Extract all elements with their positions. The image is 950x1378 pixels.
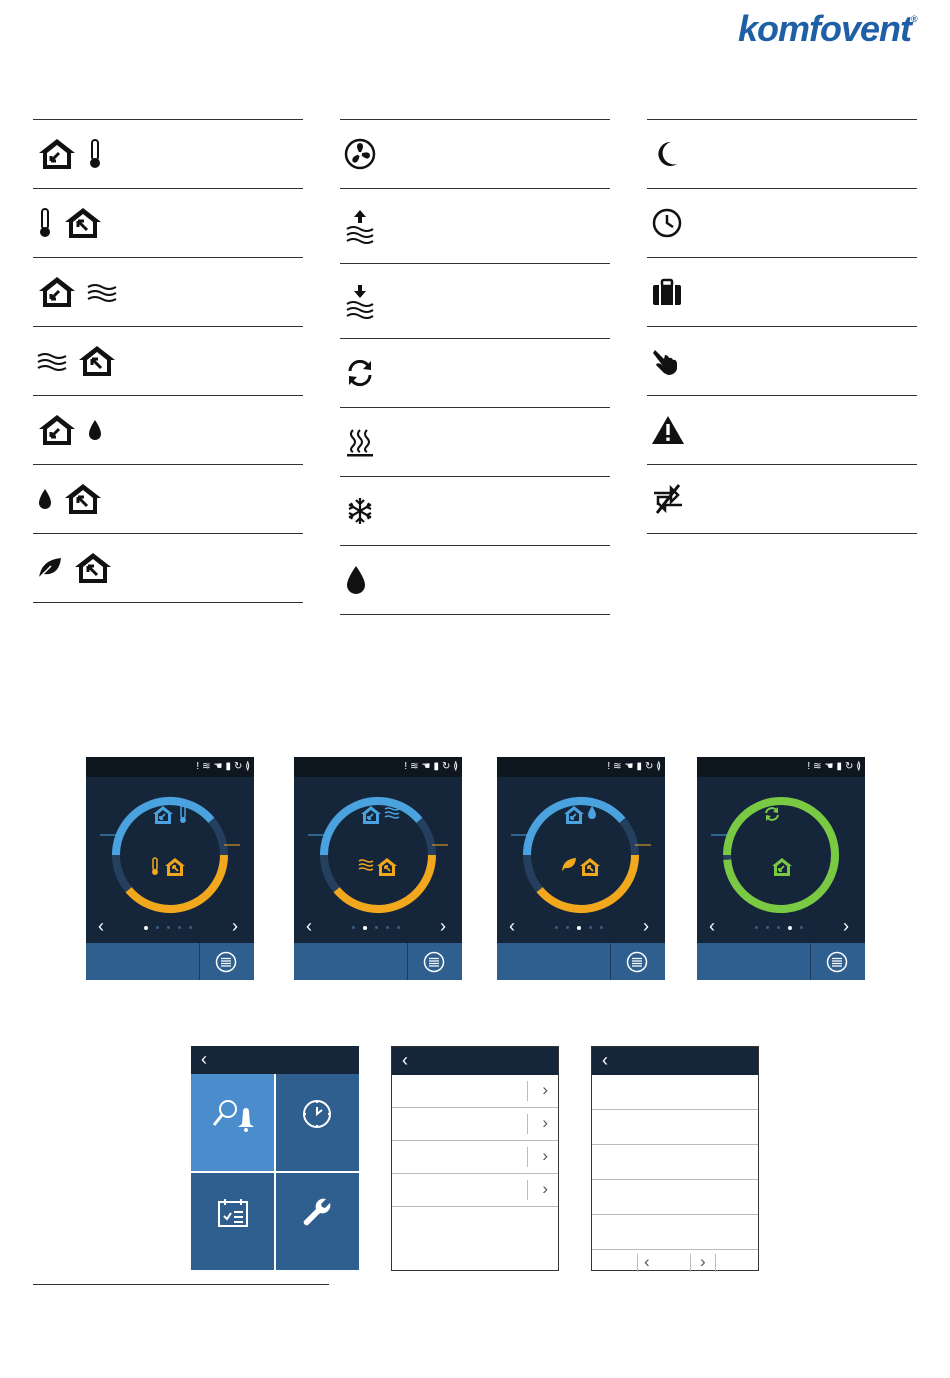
next-page-button[interactable]: › [232, 916, 238, 936]
chevron-right-icon: › [542, 1179, 548, 1198]
list-item[interactable] [592, 1145, 758, 1180]
status-icon: ▮ [225, 761, 231, 772]
bottom-bar [86, 943, 254, 980]
next-page-button[interactable]: › [643, 916, 649, 936]
legend-row [33, 326, 303, 395]
page-dot [189, 926, 192, 929]
supply-air-house-thermometer-icon [37, 137, 103, 171]
page-nav [86, 917, 254, 939]
back-button[interactable]: ‹ [602, 1050, 608, 1070]
override-arrows-icon [651, 483, 685, 515]
wrench-icon [300, 1197, 334, 1231]
status-bar [294, 757, 462, 777]
page-dot [577, 926, 581, 930]
warning-icon [651, 415, 685, 445]
status-icon: ↻ [644, 761, 654, 772]
status-icon: ! [607, 761, 611, 772]
status-icon: ≬ [453, 761, 458, 772]
status-icon: ☚ [824, 761, 834, 772]
page-dot [375, 926, 378, 929]
thermometer-extract-air-house-icon [37, 206, 103, 240]
page-dot [167, 926, 170, 929]
screen-header [191, 1046, 359, 1074]
legend-row [340, 545, 610, 615]
submenu-list-screen [391, 1046, 559, 1271]
schedule-calendar-icon [216, 1197, 250, 1229]
status-icon: ▮ [636, 761, 642, 772]
hand-pointer-icon [651, 345, 683, 377]
home-screen-3 [497, 757, 665, 980]
pager [592, 1250, 758, 1276]
page-dot [566, 926, 569, 929]
page-dot [600, 926, 603, 929]
status-icon: ☚ [624, 761, 634, 772]
list-item[interactable] [592, 1215, 758, 1250]
bottom-bar [697, 943, 865, 980]
menu-list-icon [423, 951, 445, 973]
page-nav [697, 917, 865, 939]
prev-page-button[interactable]: ‹ [306, 916, 312, 936]
home-screen-4 [697, 757, 865, 980]
legend-row [340, 263, 610, 338]
cooling-snowflake-icon [344, 495, 376, 527]
airflow-ring [697, 777, 865, 927]
legend-row [33, 119, 303, 188]
menu-button[interactable] [199, 943, 254, 980]
status-icon: ! [807, 761, 811, 772]
legend-row [33, 395, 303, 464]
fan-icon [344, 138, 376, 170]
menu-button[interactable] [407, 943, 462, 980]
supply-air-house-drop-icon [37, 413, 103, 447]
status-icon: ↻ [441, 761, 451, 772]
page-dot [178, 926, 181, 929]
menu-list-icon [626, 951, 648, 973]
page-nav [497, 917, 665, 939]
next-page-button[interactable]: › [843, 916, 849, 936]
legend-row [33, 533, 303, 603]
clock-icon [651, 207, 683, 239]
legend-row [647, 464, 917, 534]
night-moon-icon [651, 138, 683, 170]
legend-row [647, 188, 917, 257]
legend-row [33, 464, 303, 533]
page-dot [156, 926, 159, 929]
status-icon: ▮ [836, 761, 842, 772]
home-screen-1 [86, 757, 254, 980]
page-dot [800, 926, 803, 929]
page-dot [788, 926, 792, 930]
prev-page-button[interactable]: ‹ [509, 916, 515, 936]
status-icon: ≬ [856, 761, 861, 772]
legend-row [647, 326, 917, 395]
page-dot [352, 926, 355, 929]
status-icon: ! [404, 761, 408, 772]
bottom-bar [497, 943, 665, 980]
menu-list-icon [826, 951, 848, 973]
next-page-button[interactable]: › [440, 916, 446, 936]
page-dot [589, 926, 592, 929]
legend-row [340, 119, 610, 188]
settings-list-screen [591, 1046, 759, 1271]
page-dot [755, 926, 758, 929]
status-icon: ↻ [844, 761, 854, 772]
icon-column-airflow-modes [33, 119, 303, 603]
legend-row [647, 119, 917, 188]
humidify-up-icon [344, 208, 376, 244]
page-dot [363, 926, 367, 930]
status-bar [497, 757, 665, 777]
status-icon: ≬ [656, 761, 661, 772]
status-icon: ! [196, 761, 200, 772]
status-bar [86, 757, 254, 777]
status-icon: ▮ [433, 761, 439, 772]
chevron-right-icon: › [542, 1080, 548, 1099]
menu-list-icon [215, 951, 237, 973]
list-item[interactable] [592, 1110, 758, 1145]
briefcase-icon [651, 276, 683, 308]
page-nav [294, 917, 462, 939]
brand-logo: komfovent® [738, 8, 917, 49]
list-item[interactable] [392, 1108, 558, 1141]
pager-next-button[interactable]: › [700, 1252, 706, 1271]
prev-page-button[interactable]: ‹ [709, 916, 715, 936]
status-icon: ≬ [245, 761, 250, 772]
footnote-rule [33, 1284, 329, 1285]
list-item[interactable] [392, 1141, 558, 1174]
leaf-extract-air-house-icon [37, 551, 113, 585]
legend-row [647, 257, 917, 326]
legend-row [340, 476, 610, 545]
list-item[interactable] [392, 1174, 558, 1207]
pager-prev-button[interactable]: ‹ [644, 1252, 650, 1271]
legend-row [33, 257, 303, 326]
screen-header [592, 1047, 758, 1075]
status-icon: ≋ [613, 761, 622, 772]
status-icon: ≋ [410, 761, 419, 772]
legend-row [340, 188, 610, 263]
menu-tile-alarms[interactable] [191, 1074, 274, 1171]
legend-row [647, 395, 917, 464]
airflow-ring [497, 777, 665, 927]
status-icon: ≋ [202, 761, 211, 772]
dehumidify-down-icon [344, 283, 376, 319]
page-dot [144, 926, 148, 930]
bottom-bar [294, 943, 462, 980]
page-dot [555, 926, 558, 929]
list-item[interactable] [592, 1180, 758, 1215]
chevron-right-icon: › [542, 1146, 548, 1165]
legend-row [33, 188, 303, 257]
status-icon: ☚ [421, 761, 431, 772]
status-icon: ☚ [213, 761, 223, 772]
menu-button[interactable] [810, 943, 865, 980]
back-button[interactable]: ‹ [402, 1050, 408, 1070]
status-bar [697, 757, 865, 777]
home-screen-2 [294, 757, 462, 980]
recirculation-icon [344, 357, 376, 389]
list-item[interactable] [392, 1075, 558, 1108]
alarm-search-icon [211, 1098, 257, 1134]
heating-icon [344, 426, 376, 458]
back-button[interactable]: ‹ [201, 1049, 207, 1069]
chevron-right-icon: › [542, 1113, 548, 1132]
status-icon: ≋ [813, 761, 822, 772]
menu-button[interactable] [610, 943, 665, 980]
humidity-waves-extract-air-house-icon [37, 344, 117, 378]
status-icon: ↻ [233, 761, 243, 772]
menu-tile-settings[interactable] [276, 1173, 359, 1270]
page-dot [766, 926, 769, 929]
drop-extract-air-house-icon [37, 482, 103, 516]
legend-row [340, 407, 610, 476]
airflow-ring [86, 777, 254, 927]
drop-icon [344, 565, 368, 595]
screen-header [392, 1047, 558, 1075]
supply-air-house-humidity-waves-icon [37, 275, 117, 309]
legend-row [340, 338, 610, 407]
icon-column-function-states [340, 119, 610, 615]
icon-column-status-indicators [647, 119, 917, 534]
clock-icon [301, 1098, 333, 1130]
airflow-ring [294, 777, 462, 927]
menu-tile-calendar[interactable] [191, 1173, 274, 1270]
menu-tile-schedule-clock[interactable] [276, 1074, 359, 1171]
page-dot [397, 926, 400, 929]
page-dot [386, 926, 389, 929]
main-menu-screen [191, 1046, 359, 1271]
list-item[interactable] [592, 1075, 758, 1110]
prev-page-button[interactable]: ‹ [98, 916, 104, 936]
page-dot [777, 926, 780, 929]
